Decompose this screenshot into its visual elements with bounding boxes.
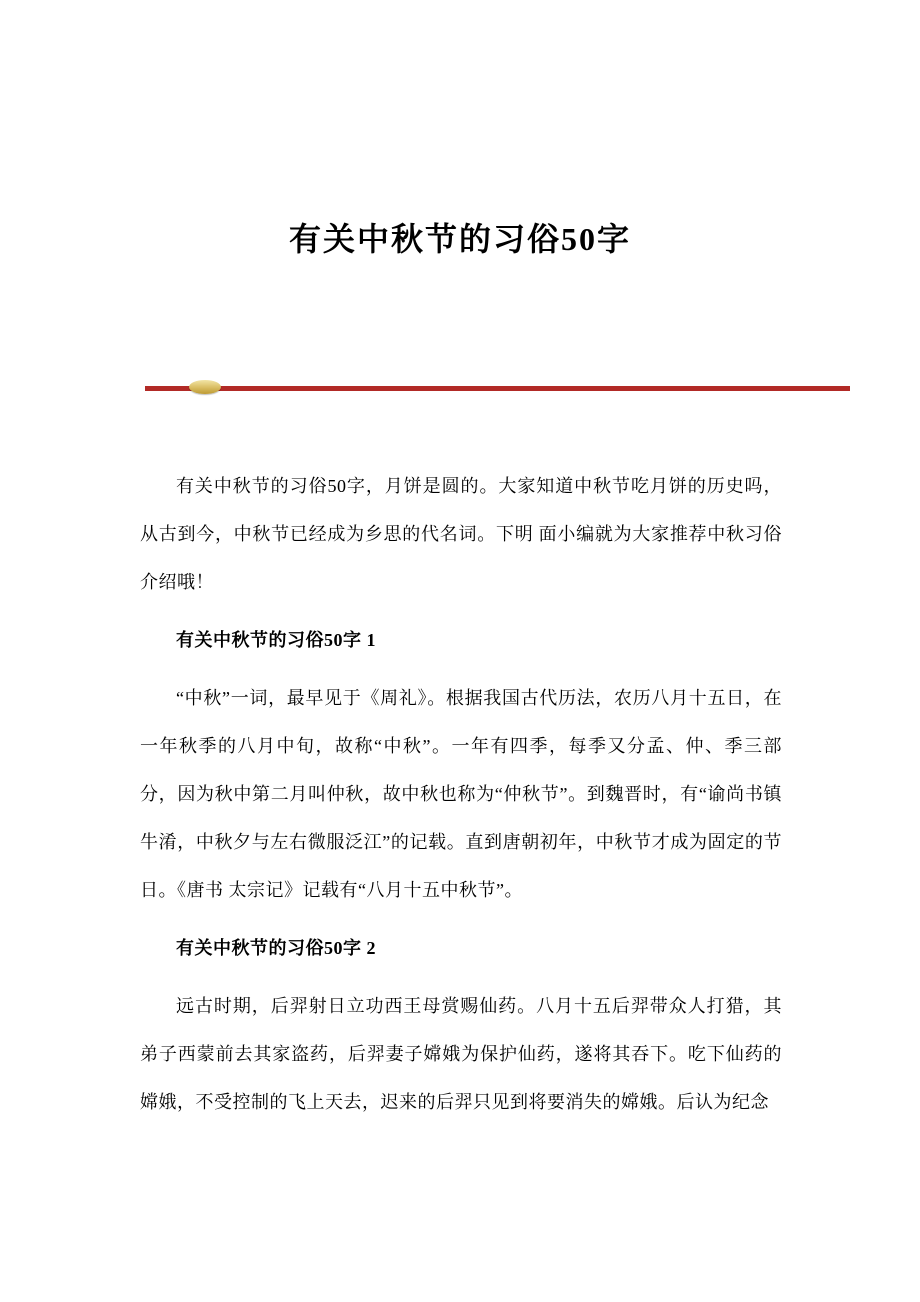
- divider-line: [145, 386, 850, 391]
- body-paragraph: “中秋”一词，最早见于《周礼》。根据我国古代历法，农历八月十五日，在一年秋季的八月中旬，故称“中秋”。一年有四季，每季又分孟、仲、季三部分，因为秋中第二月叫仲秋，故中秋也称为“仲秋节”。到魏晋时，有“谕尚书镇牛淆，中秋夕与左右微服泛江”的记载。直到唐朝初年，中秋节才成为固定的节日。《唐书 太宗记》记载有“八月十五中秋节”。: [140, 688, 782, 900]
- section-heading: 有关中秋节的习俗50字 1: [176, 630, 376, 650]
- section-heading: 有关中秋节的习俗50字 2: [176, 938, 376, 958]
- title-divider: [145, 386, 850, 391]
- body-paragraph: 远古时期，后羿射日立功西王母赏赐仙药。八月十五后羿带众人打猎，其弟子西蒙前去其家盗药，后羿妻子嫦娥为保护仙药，遂将其吞下。吃下仙药的嫦娥，不受控制的飞上天去，迟来的后羿只见到将要消失的嫦娥。后认为纪念: [140, 996, 782, 1112]
- document-body: [140, 462, 782, 1136]
- page-title: 有关中秋节的习俗50字: [288, 221, 631, 257]
- body-paragraph: 有关中秋节的习俗50字，月饼是圆的。大家知道中秋节吃月饼的历史吗，从古到今，中秋节已经成为乡思的代名词。下明 面小编就为大家推荐中秋习俗介绍哦！: [140, 476, 782, 592]
- divider-ornament-icon: [189, 380, 221, 394]
